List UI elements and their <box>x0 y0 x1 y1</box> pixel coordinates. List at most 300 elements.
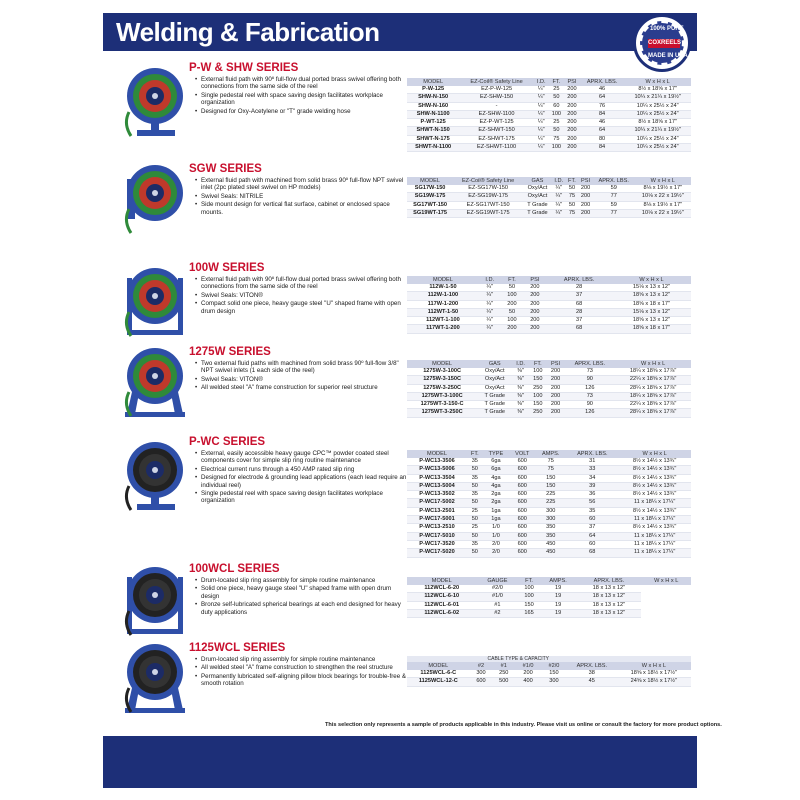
column-header: VOLT <box>509 450 535 458</box>
table-cell: 90 <box>564 401 615 409</box>
table-cell: 50 <box>549 127 565 135</box>
table-cell: 25 <box>467 524 483 532</box>
feature-item: • Single pedestal reel with space saving design facilitates workplace organization <box>195 490 407 505</box>
column-header: APRX. LBS. <box>593 177 635 185</box>
table-cell: ¼" <box>534 144 549 152</box>
column-header: GAUGE <box>476 577 518 585</box>
model-cell: SHW-N-1100 <box>407 110 459 118</box>
table-cell: 200 <box>547 409 565 417</box>
table-cell: 73 <box>564 392 615 400</box>
feature-item: • Electrical current runs through a 450 AMP rated slip ring <box>195 466 407 473</box>
series-title: 1125WCL SERIES <box>189 642 286 654</box>
table-cell: 10¼ x 25½ x 24" <box>624 135 691 143</box>
table-cell: 8⅛ x 19½ x 17" <box>635 185 691 193</box>
table-cell: 450 <box>535 540 566 548</box>
table-cell: 25 <box>467 507 483 515</box>
table-cell: EZ-SHWT-1100 <box>459 144 534 152</box>
table-cell: 37 <box>566 524 618 532</box>
table-cell: ⅜" <box>512 401 529 409</box>
table-cell: 35 <box>566 507 618 515</box>
table-row <box>407 532 691 540</box>
table-cell: 18⅝ x 18½ x 17½" <box>617 670 691 678</box>
model-cell: 1125WCL-6-C <box>407 670 470 678</box>
table-row <box>407 482 691 490</box>
model-cell: P-WC17-5020 <box>407 549 467 557</box>
table-cell: 8⅛ x 19½ x 17" <box>635 201 691 209</box>
table-cell: ¼" <box>479 292 501 300</box>
table-cell: 33 <box>566 466 618 474</box>
table-cell: 73 <box>564 368 615 376</box>
table-cell: 600 <box>509 466 535 474</box>
table-row <box>407 466 691 474</box>
feature-item: • Drum-located slip ring assembly for simple routine maintenance <box>195 656 407 663</box>
table-cell: 8½ x 14½ x 13¾" <box>618 458 691 466</box>
catalog-page <box>103 0 722 800</box>
footer-bar <box>103 736 697 788</box>
table-cell: 200 <box>523 284 546 292</box>
model-cell: P-WC13-5006 <box>407 466 467 474</box>
table-cell: 28¼ x 18⅝ x 17⅞" <box>615 384 691 392</box>
table-cell: 75 <box>566 193 579 201</box>
table-cell: 100 <box>529 392 547 400</box>
table-cell: 8½ x 14½ x 13¾" <box>618 482 691 490</box>
column-header: APRX. LBS. <box>567 662 617 670</box>
table-cell: 37 <box>546 317 612 325</box>
model-cell: SG17WT-150 <box>407 201 453 209</box>
table-cell: 150 <box>518 601 539 609</box>
seal-brand: COXREELS <box>648 40 682 46</box>
feature-item: • Two external fluid paths with machined from solid brass 90º full-flow 3/8" NPT swivel inlets (1 each side of the reel) <box>195 360 407 375</box>
table-cell: 68 <box>546 325 612 333</box>
model-cell: 1275W-3-250C <box>407 384 477 392</box>
model-cell: P-WC17-3520 <box>407 540 467 548</box>
column-header: MODEL <box>407 577 476 585</box>
table-cell: 100 <box>549 110 565 118</box>
feature-list <box>195 450 407 506</box>
column-header: EZ-Coil® Safety Line <box>453 177 523 185</box>
feature-item: • Permanently lubricated self-aligning pillow block bearings for trouble-free & smooth rotation <box>195 673 407 688</box>
table-cell: EZ-SG17WT-150 <box>453 201 523 209</box>
table-row <box>407 458 691 466</box>
table-cell: 50 <box>467 482 483 490</box>
table-cell: 45 <box>567 678 617 686</box>
table-cell: 200 <box>547 368 565 376</box>
feature-item: • Compact solid one piece, heavy gauge steel "U" shaped frame with open drum design <box>195 300 407 315</box>
table-cell: 126 <box>564 409 615 417</box>
table-cell: Oxy/Act <box>477 384 512 392</box>
column-header: #2/0 <box>541 662 567 670</box>
column-header: FT. <box>549 78 565 86</box>
table-cell: 19 <box>540 609 577 617</box>
table-cell: EZ-SG19WT-175 <box>453 209 523 217</box>
feature-item: • External fluid path with 90º full-flow dual ported brass swivel offering both connections from the same side of the reel <box>195 276 407 291</box>
model-cell: P-WC13-5004 <box>407 482 467 490</box>
series-title: 100W SERIES <box>189 262 265 274</box>
table-cell: Oxy/Act <box>523 185 552 193</box>
table-cell: 38 <box>567 670 617 678</box>
table-cell: T Grade <box>523 201 552 209</box>
table-cell: EZ-SG17W-150 <box>453 185 523 193</box>
table-cell: 34 <box>566 474 618 482</box>
table-row <box>407 670 691 678</box>
feature-item: • External fluid path with machined from solid brass 90º full-flow NPT swivel inlet (2pc plated steel swivel on HP models) <box>195 177 407 192</box>
table-cell: 2/0 <box>483 540 510 548</box>
table-cell: 200 <box>564 102 580 110</box>
table-cell: 200 <box>564 127 580 135</box>
table-cell: T Grade <box>477 401 512 409</box>
table-cell: 350 <box>535 524 566 532</box>
table-row <box>407 601 691 609</box>
table-cell: 18 x 13 x 12" <box>576 601 641 609</box>
table-cell: 200 <box>578 201 593 209</box>
model-cell: P-WC17-5010 <box>407 532 467 540</box>
table-cell: 50 <box>566 185 579 193</box>
table-cell: EZ-SG19W-175 <box>453 193 523 201</box>
table-cell: 64 <box>580 94 625 102</box>
feature-item: • Bronze self-lubricated spherical bearings at each end designed for heavy duty applications <box>195 601 407 616</box>
model-cell: SG19W-175 <box>407 193 453 201</box>
column-header: APRX. LBS. <box>546 276 612 284</box>
table-cell: ¼" <box>534 102 549 110</box>
table-cell: 11 x 18¼ x 17¼" <box>618 516 691 524</box>
table-cell: 225 <box>535 491 566 499</box>
table-cell: 300 <box>541 678 567 686</box>
table-cell: 64 <box>580 127 625 135</box>
table-cell: 76 <box>580 102 625 110</box>
model-cell: 1275WT-3-150-C <box>407 401 477 409</box>
column-header: GAS <box>477 360 512 368</box>
table-cell: #1/0 <box>476 593 518 601</box>
table-cell: ¼" <box>552 201 566 209</box>
table-cell: 18⅝ x 18 x 17" <box>612 300 691 308</box>
column-header: TYPE <box>483 450 510 458</box>
table-cell: 126 <box>564 384 615 392</box>
table-cell: 18⅝ x 13 x 12" <box>612 292 691 300</box>
table-cell: 60 <box>549 102 565 110</box>
table-cell: 4ga <box>483 474 510 482</box>
column-header: W x H x L <box>635 177 691 185</box>
header-bar <box>103 13 697 51</box>
table-cell: ¼" <box>552 209 566 217</box>
column-header: MODEL <box>407 360 477 368</box>
table-cell: 250 <box>492 670 515 678</box>
table-cell: 8½ x 14½ x 13¾" <box>618 507 691 515</box>
column-header: FT. <box>566 177 579 185</box>
table-cell: 200 <box>523 325 546 333</box>
column-header: FT. <box>467 450 483 458</box>
table-row <box>407 401 691 409</box>
feature-list <box>195 276 407 316</box>
table-cell: 350 <box>535 532 566 540</box>
model-cell: 112W-1-100 <box>407 292 479 300</box>
column-header: W x H x L <box>618 450 691 458</box>
model-cell: SHWT-N-150 <box>407 127 459 135</box>
model-cell: 112W-1-50 <box>407 284 479 292</box>
table-row <box>407 144 691 152</box>
model-cell: P-WC13-3502 <box>407 491 467 499</box>
table-cell: 300 <box>535 516 566 524</box>
table-row <box>407 135 691 143</box>
feature-item: • Single pedestal reel with space saving design facilitates workplace organization <box>195 92 407 107</box>
table-cell: Oxy/Act <box>477 376 512 384</box>
table-cell: 250 <box>529 409 547 417</box>
table-cell: EZ-SHWT-175 <box>459 135 534 143</box>
table-row <box>407 284 691 292</box>
feature-list <box>195 360 407 393</box>
table-cell: 36 <box>566 491 618 499</box>
column-header: AMPS. <box>540 577 577 585</box>
model-cell: 117W-1-200 <box>407 300 479 308</box>
series-title: SGW SERIES <box>189 163 262 175</box>
table-cell: #2/0 <box>476 585 518 593</box>
table-cell: 84 <box>580 110 625 118</box>
table-cell: 600 <box>509 458 535 466</box>
footer-note: This selection only represents a sample of products applicable in this industry. Please visit us online or consult the factory for more product options. <box>325 722 722 728</box>
column-header: MODEL <box>407 78 459 86</box>
table-cell: 10¼ x 25½ x 24" <box>624 110 691 118</box>
table-cell: Oxy/Act <box>523 193 552 201</box>
column-header: MODEL <box>407 662 470 670</box>
table-row <box>407 524 691 532</box>
column-header: #2 <box>470 662 493 670</box>
table-cell: 60 <box>566 516 618 524</box>
seal-top-text: 100% PURE <box>650 26 684 32</box>
model-cell: 117WT-1-200 <box>407 325 479 333</box>
table-cell: 200 <box>515 670 541 678</box>
feature-list <box>195 656 407 689</box>
feature-item: • All welded steel "A" frame construction to strengthen the reel structure <box>195 664 407 671</box>
table-cell: 77 <box>593 193 635 201</box>
model-cell: SHWT-N-175 <box>407 135 459 143</box>
table-cell: T Grade <box>477 409 512 417</box>
table-row <box>407 300 691 308</box>
feature-list <box>195 177 407 217</box>
model-cell: 112WCL-6-20 <box>407 585 476 593</box>
table-cell: 10⅛ x 22 x 19½" <box>635 209 691 217</box>
spec-table <box>407 450 691 558</box>
table-row <box>407 609 691 617</box>
table-cell: 600 <box>509 524 535 532</box>
feature-item: • Swivel Seals: VITON® <box>195 376 407 383</box>
page-title: Welding & Fabrication <box>116 17 380 47</box>
table-cell: 600 <box>509 482 535 490</box>
table-cell: 225 <box>535 499 566 507</box>
spec-table <box>407 360 691 418</box>
table-row <box>407 325 691 333</box>
table-cell: 50 <box>467 466 483 474</box>
table-cell: ⅜" <box>512 376 529 384</box>
model-cell: P-WC13-2510 <box>407 524 467 532</box>
table-cell: 8½ x 14½ x 13¾" <box>618 491 691 499</box>
table-row <box>407 409 691 417</box>
column-header: GAS <box>523 177 552 185</box>
table-cell: 200 <box>547 384 565 392</box>
table-cell: Oxy/Act <box>477 368 512 376</box>
hose-reel-image <box>121 436 189 514</box>
model-cell: P-WC13-3506 <box>407 458 467 466</box>
model-cell: SHW-N-150 <box>407 94 459 102</box>
model-cell: 1275WT-3-250C <box>407 409 477 417</box>
column-header: W x H x L <box>615 360 691 368</box>
table-cell: - <box>459 102 534 110</box>
table-row <box>407 201 691 209</box>
table-cell: 150 <box>541 670 567 678</box>
model-cell: P-W-125 <box>407 86 459 94</box>
table-cell: 50 <box>549 94 565 102</box>
table-row <box>407 392 691 400</box>
table-cell: 64 <box>566 532 618 540</box>
table-row <box>407 474 691 482</box>
table-row <box>407 86 691 94</box>
table-cell: 200 <box>523 317 546 325</box>
table-cell: 60 <box>566 540 618 548</box>
table-cell: 35 <box>467 491 483 499</box>
table-cell: ¼" <box>479 317 501 325</box>
table-cell: 300 <box>535 507 566 515</box>
table-cell: ⅜" <box>512 368 529 376</box>
model-cell: SG17W-150 <box>407 185 453 193</box>
table-cell: 500 <box>492 678 515 686</box>
table-cell: ¼" <box>479 308 501 316</box>
table-cell: 100 <box>529 368 547 376</box>
spec-table <box>407 656 691 687</box>
column-header: W x H x L <box>612 276 691 284</box>
feature-item: • External fluid path with 90º full-flow dual ported brass swivel offering both connections from the same side of the reel <box>195 76 407 91</box>
table-cell: 35 <box>467 540 483 548</box>
column-header: APRX. LBS. <box>576 577 641 585</box>
series-title: 1275W SERIES <box>189 346 271 358</box>
table-cell: EZ-SHW-1100 <box>459 110 534 118</box>
spec-table <box>407 276 691 334</box>
table-cell: EZ-SHW-150 <box>459 94 534 102</box>
table-cell: 2/0 <box>483 549 510 557</box>
table-cell: 1/0 <box>483 532 510 540</box>
table-cell: 200 <box>564 119 580 127</box>
table-cell: 2ga <box>483 499 510 507</box>
table-row <box>407 209 691 217</box>
table-cell: 19 <box>540 601 577 609</box>
column-header: FT. <box>529 360 547 368</box>
model-cell: P-WC13-2501 <box>407 507 467 515</box>
table-row <box>407 499 691 507</box>
feature-item: • Designed for electrode & grounding lead applications (each lead require an individual reel) <box>195 474 407 489</box>
model-cell: SHW-N-160 <box>407 102 459 110</box>
table-cell: 450 <box>535 549 566 557</box>
table-cell: 59 <box>593 201 635 209</box>
table-cell: 19 <box>540 593 577 601</box>
table-cell: 8½ x 14½ x 13¾" <box>618 474 691 482</box>
table-cell: 11 x 18¼ x 17¼" <box>618 499 691 507</box>
table-cell: 200 <box>578 185 593 193</box>
hose-reel-image <box>121 262 189 340</box>
table-cell: 200 <box>501 300 524 308</box>
feature-item: • Swivel Seals: VITON® <box>195 292 407 299</box>
column-header: PSI <box>564 78 580 86</box>
model-cell: P-WC17-5001 <box>407 516 467 524</box>
feature-item: • Swivel Seals: NITRILE <box>195 193 407 200</box>
table-cell: 11 x 18¼ x 17¼" <box>618 549 691 557</box>
table-cell: 37 <box>546 292 612 300</box>
model-cell: 112WCL-6-01 <box>407 601 476 609</box>
column-header: I.D. <box>512 360 529 368</box>
table-cell: 200 <box>564 135 580 143</box>
table-cell: 100 <box>501 292 524 300</box>
table-cell: 100 <box>549 144 565 152</box>
table-cell: ¼" <box>479 325 501 333</box>
table-cell: 200 <box>564 86 580 94</box>
table-cell: #2 <box>476 609 518 617</box>
table-cell: 22¼ x 18⅝ x 17⅞" <box>615 401 691 409</box>
table-cell: ¼" <box>534 110 549 118</box>
column-header: APRX. LBS. <box>580 78 625 86</box>
table-row <box>407 185 691 193</box>
table-row <box>407 491 691 499</box>
table-cell: 250 <box>529 384 547 392</box>
table-cell: 50 <box>501 284 524 292</box>
feature-list <box>195 76 407 116</box>
table-cell: 600 <box>509 491 535 499</box>
feature-item: • Side mount design for vertical flat surface, cabinet or enclosed space mounts. <box>195 201 407 216</box>
table-cell: 68 <box>566 549 618 557</box>
model-cell: P-WC17-5002 <box>407 499 467 507</box>
table-cell: 200 <box>564 110 580 118</box>
table-cell: 18 x 13 x 12" <box>576 585 641 593</box>
table-row <box>407 585 691 593</box>
hose-reel-image <box>121 159 189 237</box>
table-cell: 15⅛ x 13 x 12" <box>612 284 691 292</box>
table-cell: 50 <box>501 308 524 316</box>
table-cell: 1ga <box>483 516 510 524</box>
table-cell: 31 <box>566 458 618 466</box>
model-cell: 1275WT-3-100C <box>407 392 477 400</box>
model-cell: 112WCL-6-02 <box>407 609 476 617</box>
table-cell: 150 <box>535 482 566 490</box>
table-cell: 600 <box>509 499 535 507</box>
table-cell: 200 <box>523 300 546 308</box>
table-row <box>407 516 691 524</box>
table-cell: ¼" <box>479 284 501 292</box>
table-row <box>407 384 691 392</box>
table-cell: 300 <box>470 670 493 678</box>
table-cell: 165 <box>518 609 539 617</box>
column-header: APRX. LBS. <box>564 360 615 368</box>
table-cell: 75 <box>535 458 566 466</box>
model-cell: 1125WCL-12-C <box>407 678 470 686</box>
column-header: I.D. <box>534 78 549 86</box>
table-row <box>407 193 691 201</box>
table-cell: 46 <box>580 119 625 127</box>
table-cell: 28¼ x 18⅝ x 17⅞" <box>615 409 691 417</box>
column-header: EZ-Coil® Safety Line <box>459 78 534 86</box>
table-cell: 35 <box>467 474 483 482</box>
model-cell: P-WT-125 <box>407 119 459 127</box>
column-header: FT. <box>518 577 539 585</box>
table-cell: 8½ x 18⅝ x 17" <box>624 119 691 127</box>
table-cell: 200 <box>547 392 565 400</box>
table-cell: 600 <box>509 549 535 557</box>
group-header: CABLE TYPE & CAPACITY <box>470 656 567 662</box>
table-cell: 15⅛ x 13 x 12" <box>612 308 691 316</box>
table-cell: 10⅛ x 22 x 19½" <box>635 193 691 201</box>
model-cell: P-WC13-3504 <box>407 474 467 482</box>
table-cell: 100 <box>518 593 539 601</box>
model-cell: 1275W-3-150C <box>407 376 477 384</box>
table-cell: 18 x 13 x 12" <box>576 593 641 601</box>
hose-reel-image <box>121 561 189 639</box>
table-cell: 6ga <box>483 466 510 474</box>
feature-item: • All welded steel "A" frame construction for superior reel structure <box>195 384 407 391</box>
column-header: MODEL <box>407 450 467 458</box>
